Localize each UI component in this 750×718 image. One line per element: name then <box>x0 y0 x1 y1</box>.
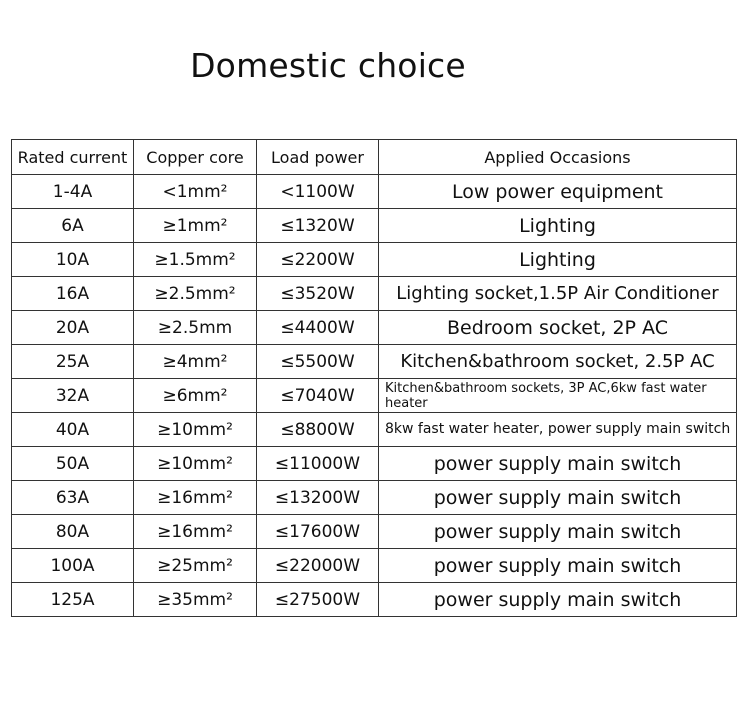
cell-occasion: Kitchen&bathroom sockets, 3P AC,6kw fast water heater <box>379 379 737 413</box>
cell-core: ≥25mm² <box>134 549 257 583</box>
header-copper-core: Copper core <box>134 140 257 175</box>
cell-current: 1-4A <box>12 175 134 209</box>
cell-current: 100A <box>12 549 134 583</box>
cell-power: <1100W <box>257 175 379 209</box>
table-row <box>12 379 737 413</box>
cell-current: 25A <box>12 345 134 379</box>
cell-current: 16A <box>12 277 134 311</box>
table-row <box>12 549 737 583</box>
spec-table <box>11 139 737 617</box>
cell-occasion: power supply main switch <box>379 447 737 481</box>
cell-core: ≥10mm² <box>134 413 257 447</box>
table-row <box>12 481 737 515</box>
table-row <box>12 583 737 617</box>
cell-power: ≤5500W <box>257 345 379 379</box>
table-row <box>12 515 737 549</box>
page-title: Domestic choice <box>190 46 466 85</box>
cell-power: ≤1320W <box>257 209 379 243</box>
table-row <box>12 175 737 209</box>
cell-power: ≤17600W <box>257 515 379 549</box>
cell-core: ≥1.5mm² <box>134 243 257 277</box>
cell-occasion: power supply main switch <box>379 481 737 515</box>
cell-occasion: Lighting <box>379 243 737 277</box>
cell-core: ≥4mm² <box>134 345 257 379</box>
cell-current: 40A <box>12 413 134 447</box>
cell-power: ≤11000W <box>257 447 379 481</box>
table-body <box>12 175 737 617</box>
table-header <box>12 140 737 175</box>
cell-power: ≤8800W <box>257 413 379 447</box>
cell-core: ≥1mm² <box>134 209 257 243</box>
cell-current: 10A <box>12 243 134 277</box>
header-rated-current: Rated current <box>12 140 134 175</box>
header-applied-occasions: Applied Occasions <box>379 140 737 175</box>
cell-current: 125A <box>12 583 134 617</box>
table-row <box>12 311 737 345</box>
header-row <box>12 140 737 175</box>
cell-occasion: Lighting socket,1.5P Air Conditioner <box>379 277 737 311</box>
table-row <box>12 243 737 277</box>
cell-core: ≥6mm² <box>134 379 257 413</box>
table-row <box>12 345 737 379</box>
cell-core: ≥10mm² <box>134 447 257 481</box>
cell-core: ≥2.5mm² <box>134 277 257 311</box>
cell-power: ≤3520W <box>257 277 379 311</box>
cell-power: ≤22000W <box>257 549 379 583</box>
cell-power: ≤7040W <box>257 379 379 413</box>
cell-power: ≤4400W <box>257 311 379 345</box>
cell-power: ≤13200W <box>257 481 379 515</box>
cell-core: ≥2.5mm <box>134 311 257 345</box>
cell-core: <1mm² <box>134 175 257 209</box>
cell-occasion: Bedroom socket, 2P AC <box>379 311 737 345</box>
cell-current: 20A <box>12 311 134 345</box>
cell-current: 63A <box>12 481 134 515</box>
cell-core: ≥16mm² <box>134 481 257 515</box>
cell-occasion: Low power equipment <box>379 175 737 209</box>
table-row <box>12 209 737 243</box>
cell-current: 80A <box>12 515 134 549</box>
cell-occasion: power supply main switch <box>379 583 737 617</box>
header-load-power: Load power <box>257 140 379 175</box>
cell-occasion: Lighting <box>379 209 737 243</box>
cell-occasion: power supply main switch <box>379 515 737 549</box>
table-row <box>12 413 737 447</box>
cell-current: 32A <box>12 379 134 413</box>
cell-power: ≤27500W <box>257 583 379 617</box>
table-row <box>12 277 737 311</box>
cell-current: 50A <box>12 447 134 481</box>
cell-core: ≥16mm² <box>134 515 257 549</box>
cell-occasion: power supply main switch <box>379 549 737 583</box>
cell-occasion: Kitchen&bathroom socket, 2.5P AC <box>379 345 737 379</box>
cell-power: ≤2200W <box>257 243 379 277</box>
cell-current: 6A <box>12 209 134 243</box>
cell-occasion: 8kw fast water heater, power supply main switch <box>379 413 737 447</box>
cell-core: ≥35mm² <box>134 583 257 617</box>
table-row <box>12 447 737 481</box>
